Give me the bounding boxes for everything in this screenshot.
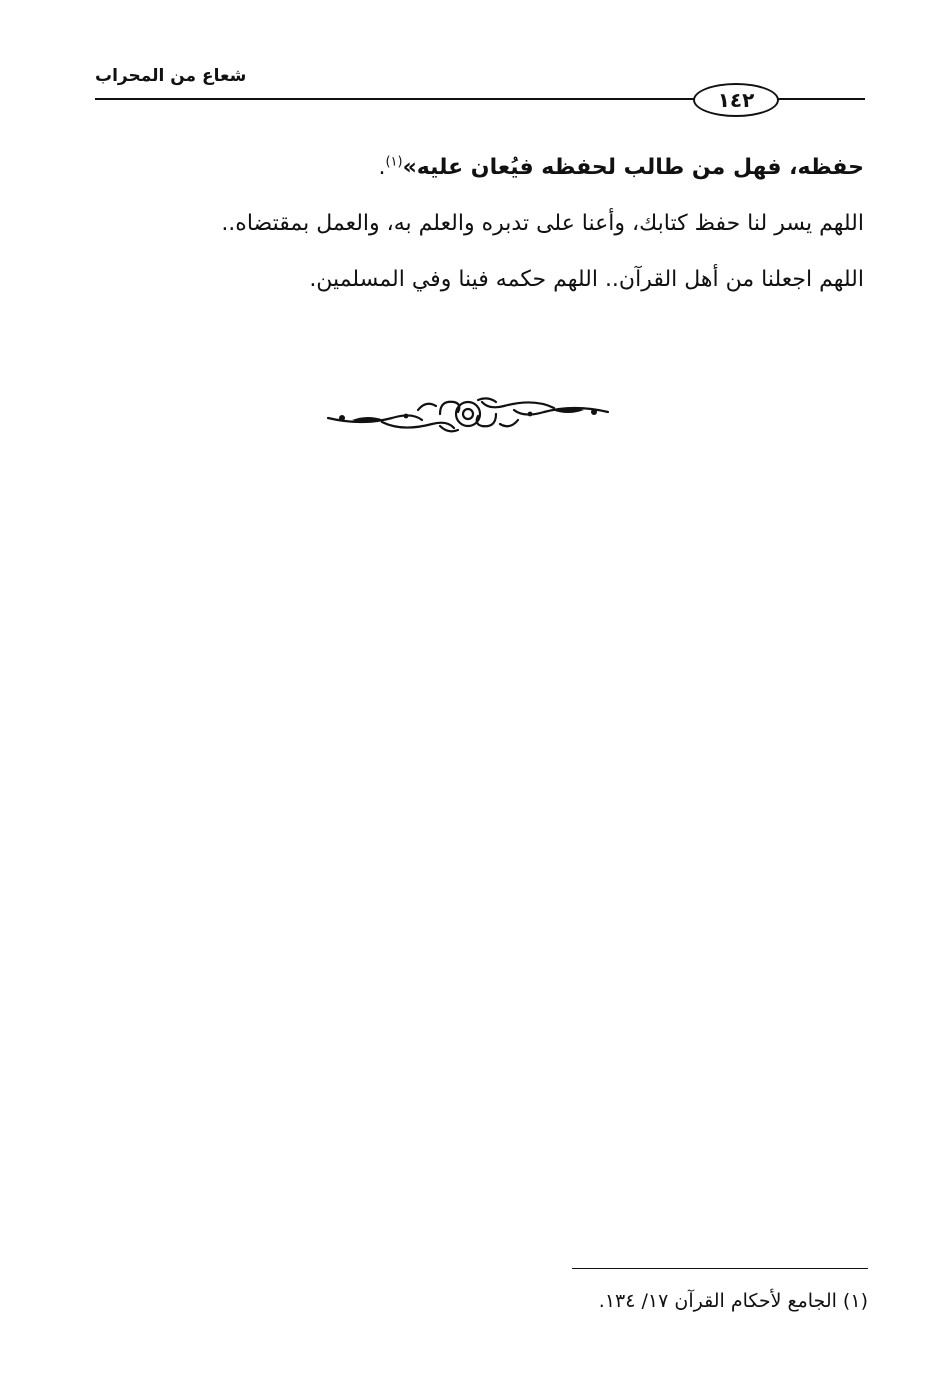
floral-divider-icon: [322, 392, 614, 438]
footnote-separator: [572, 1268, 868, 1269]
main-text: [80, 140, 864, 308]
page-number: ١٤٢: [717, 88, 755, 112]
hadith-ending: حفظه، فهل من طالب لحفظه فيُعان عليه»: [402, 155, 864, 180]
paragraph-line-1: [80, 140, 864, 196]
page-number-oval: [693, 83, 779, 117]
header-rule: [95, 98, 695, 100]
paragraph-line-3: اللهم اجعلنا من أهل القرآن.. اللهم حكمه فينا وفي المسلمين.: [309, 267, 864, 292]
page-header: [95, 60, 865, 120]
sentence-end: .: [378, 155, 386, 180]
header-rule-right: [775, 98, 865, 100]
footnote-reference[interactable]: (١): [385, 154, 403, 170]
running-title: شعاع من المحراب: [95, 66, 247, 86]
footnote: (١) الجامع لأحكام القرآن ١٧/ ١٣٤.: [598, 1290, 868, 1312]
paragraph-line-2: اللهم يسر لنا حفظ كتابك، وأعنا على تدبره والعلم به، والعمل بمقتضاه..: [221, 211, 864, 236]
